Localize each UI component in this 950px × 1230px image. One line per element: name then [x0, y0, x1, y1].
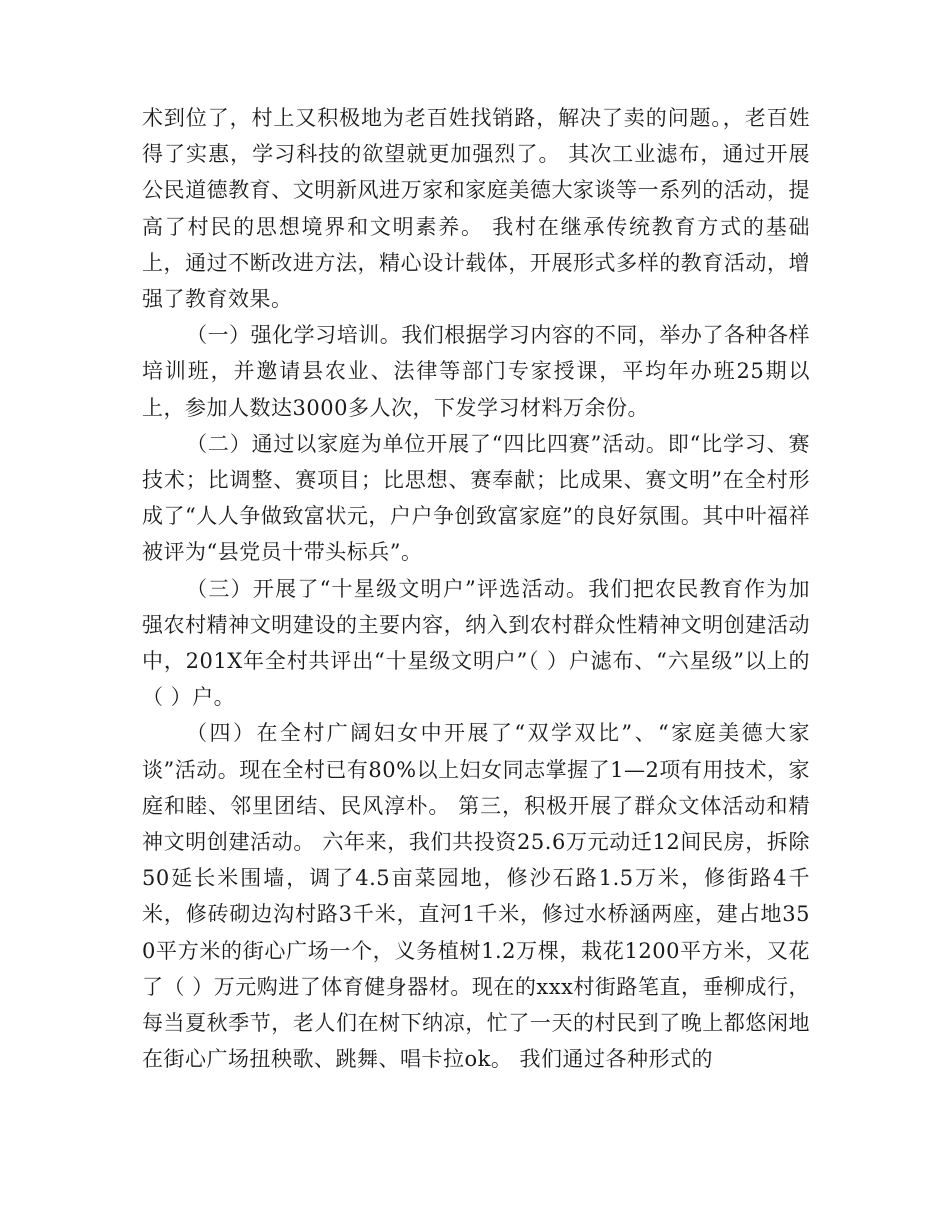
paragraph-section-3: （三）开展了“十星级文明户”评选活动。我们把农民教育作为加强农村精神文明建设的主要内容，纳入到农村群众性精神文明创建活动中，201X年全村共评出“十星级文明户”（ ）户滤布、“六星级”以上的（ ）户。: [142, 576, 810, 710]
paragraph-section-4: （四）在全村广阔妇女中开展了“双学双比”、“家庭美德大家谈”活动。现在全村已有80%以上妇女同志掌握了1—2项有用技术，家庭和睦、邻里团结、民风淳朴。 第三，积极开展了群众文体活动和精神文明创建活动。 六年来，我们共投资25.6万元动迁12间民房，拆除50延长米围墙，调了4.5亩菜园地，修沙石路1.5万米，修街路4千米，修砖砌边沟村路3千米，直河1千米，修过水桥涵两座，建占地350平方米的街心广场一个，义务植树1.2万棵，栽花1200平方米，又花了（ ）万元购进了体育健身器材。现在的xxx村街路笔直，垂柳成行，每当夏秋季节，老人们在树下纳凉，忙了一天的村民到了晚上都悠闲地在街心广场扭秧歌、跳舞、唱卡拉ok。 我们通过各种形式的: [142, 721, 810, 1072]
paragraph-continued-intro: 术到位了，村上又积极地为老百姓找销路，解决了卖的问题。，老百姓得了实惠，学习科技的欲望就更加强烈了。 其次工业滤布，通过开展公民道德教育、文明新风进万家和家庭美德大家谈等一系列的活动，提高了村民的思想境界和文明素养。 我村在继承传统教育方式的基础上，通过不断改进方法，精心设计载体，开展形式多样的教育活动，增强了教育效果。: [142, 106, 810, 312]
paragraph-section-1: （一）强化学习培训。我们根据学习内容的不同，举办了各种各样培训班，并邀请县农业、法律等部门专家授课，平均年办班25期以上，参加人数达3000多人次，下发学习材料万余份。: [142, 323, 810, 420]
paragraph-section-2: （二）通过以家庭为单位开展了“四比四赛”活动。即“比学习、赛技术；比调整、赛项目；比思想、赛奉献；比成果、赛文明”在全村形成了“人人争做致富状元，户户争创致富家庭”的良好氛围。其中叶福祥被评为“县党员十带头标兵”。: [142, 431, 810, 565]
document-body: [142, 100, 810, 1077]
